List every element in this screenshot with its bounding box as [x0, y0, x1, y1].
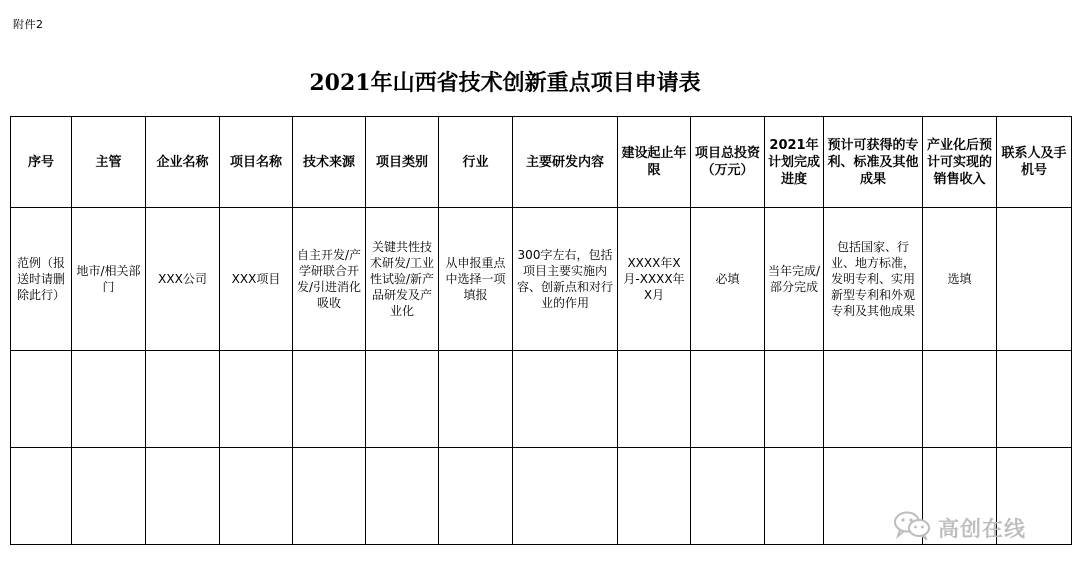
blank-cell [824, 351, 923, 448]
table-cell: 当年完成/部分完成 [765, 208, 824, 351]
header-cell: 序号 [11, 117, 72, 208]
header-cell: 2021年计划完成进度 [765, 117, 824, 208]
blank-cell [618, 448, 691, 545]
header-cell: 产业化后预计可实现的销售收入 [923, 117, 997, 208]
blank-cell [293, 448, 366, 545]
header-cell: 行业 [439, 117, 513, 208]
watermark-text: 高创在线 [938, 516, 1026, 541]
table-cell: 范例（报送时请删除此行） [11, 208, 72, 351]
blank-cell [146, 448, 220, 545]
header-cell: 项目总投资（万元） [691, 117, 765, 208]
table-cell: 必填 [691, 208, 765, 351]
header-cell: 技术来源 [293, 117, 366, 208]
header-cell: 主管 [72, 117, 146, 208]
blank-cell [997, 351, 1072, 448]
blank-cell [691, 351, 765, 448]
blank-cell [923, 351, 997, 448]
table-header-row [11, 117, 1072, 208]
wechat-icon [892, 510, 932, 545]
watermark [892, 510, 1026, 545]
blank-cell [618, 351, 691, 448]
header-cell: 主要研发内容 [513, 117, 618, 208]
header-cell: 联系人及手机号 [997, 117, 1072, 208]
table-cell: 包括国家、行业、地方标准，发明专利、实用新型专利和外观专利及其他成果 [824, 208, 923, 351]
page-title: 2021年山西省技术创新重点项目申请表 [309, 70, 701, 96]
blank-cell [220, 448, 293, 545]
blank-cell [691, 448, 765, 545]
application-table [10, 116, 1072, 545]
blank-cell [439, 448, 513, 545]
table-cell: 地市/相关部门 [72, 208, 146, 351]
table-cell: XXX项目 [220, 208, 293, 351]
blank-cell [366, 351, 439, 448]
table-cell [997, 208, 1072, 351]
blank-row [11, 351, 1072, 448]
table-cell: XXXX年X月-XXXX年X月 [618, 208, 691, 351]
table-cell: 选填 [923, 208, 997, 351]
table-cell: 从申报重点中选择一项填报 [439, 208, 513, 351]
blank-cell [513, 351, 618, 448]
blank-cell [439, 351, 513, 448]
table-cell: 自主开发/产学研联合开发/引进消化吸收 [293, 208, 366, 351]
table-cell: 关键共性技术研发/工业性试验/新产品研发及产业化 [366, 208, 439, 351]
example-row [11, 208, 1072, 351]
blank-cell [72, 448, 146, 545]
blank-cell [765, 351, 824, 448]
blank-cell [11, 448, 72, 545]
blank-cell [765, 448, 824, 545]
blank-cell [513, 448, 618, 545]
header-cell: 预计可获得的专利、标准及其他成果 [824, 117, 923, 208]
header-cell: 项目名称 [220, 117, 293, 208]
attachment-label: 附件2 [13, 18, 44, 31]
header-cell: 建设起止年限 [618, 117, 691, 208]
blank-cell [366, 448, 439, 545]
blank-cell [293, 351, 366, 448]
blank-cell [72, 351, 146, 448]
header-cell: 企业名称 [146, 117, 220, 208]
blank-cell [146, 351, 220, 448]
blank-cell [220, 351, 293, 448]
header-cell: 项目类别 [366, 117, 439, 208]
table-cell: XXX公司 [146, 208, 220, 351]
blank-cell [11, 351, 72, 448]
table-cell: 300字左右，包括项目主要实施内容、创新点和对行业的作用 [513, 208, 618, 351]
